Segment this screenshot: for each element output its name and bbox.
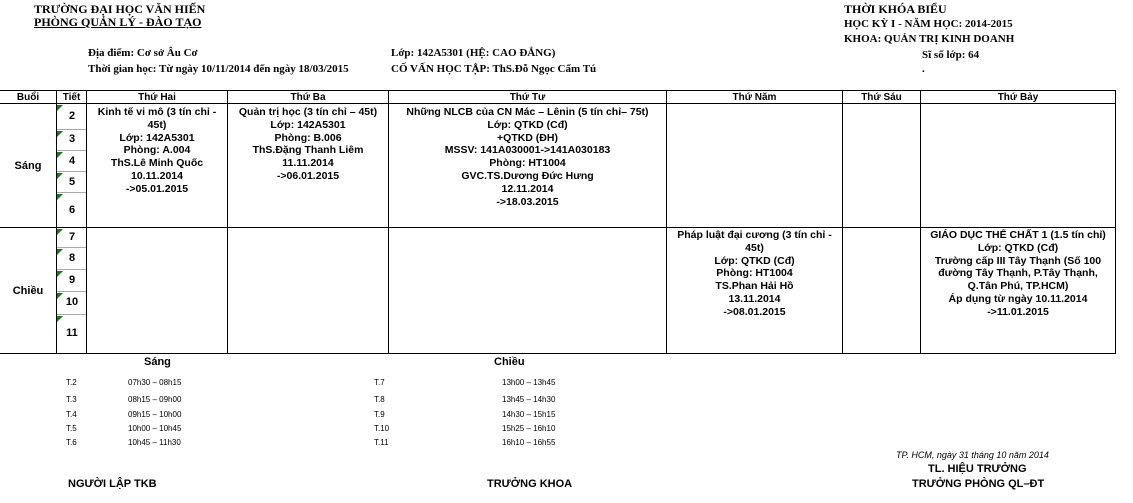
- period-number: 10: [65, 296, 79, 308]
- course-line: Quản trị học (3 tín chỉ – 45t): [238, 106, 378, 118]
- period-time: 14h30 – 15h15: [502, 410, 556, 419]
- office-name: PHÒNG QUẢN LÝ - ĐÀO TẠO: [34, 15, 202, 29]
- course-line: ->06.01.2015: [276, 169, 340, 182]
- header-tuesday: Thứ Ba: [290, 92, 326, 103]
- grid-line: [56, 269, 86, 270]
- header-friday: Thứ Sáu: [861, 92, 902, 103]
- course-line: Lớp: QTKD (Cđ): [714, 254, 795, 267]
- period-code: T.7: [374, 378, 385, 387]
- period-code: T.8: [374, 395, 385, 404]
- period-time: 13h00 – 13h45: [502, 378, 556, 387]
- grid-line: [842, 90, 843, 354]
- course-line: Lớp: 142A5301: [119, 131, 195, 144]
- location-text: Địa điểm: Cơ sở Âu Cơ: [88, 47, 198, 59]
- period-number: 3: [68, 133, 76, 145]
- course-saturday: [921, 229, 1115, 319]
- course-line: 45t): [745, 241, 764, 254]
- grid-line: [56, 247, 86, 248]
- period-marker-icon: [57, 316, 63, 322]
- course-line: ThS.Đặng Thanh Liêm: [252, 144, 364, 157]
- period-number: 11: [66, 327, 78, 339]
- period-time: 09h15 – 10h00: [128, 410, 182, 419]
- session-afternoon: Chiều: [12, 285, 44, 297]
- period-time: 10h00 – 10h45: [128, 424, 182, 433]
- course-line: 45t): [147, 118, 167, 131]
- period-time: 07h30 – 08h15: [128, 378, 182, 387]
- course-line: TS.Phan Hải Hồ: [715, 280, 794, 293]
- course-line: Lớp: QTKD (Cđ): [977, 241, 1059, 254]
- grid-line: [56, 291, 86, 292]
- period-code: T.10: [374, 424, 390, 433]
- course-line: Lớp: 142A5301: [270, 118, 346, 131]
- period-number: 4: [68, 155, 76, 167]
- course-line: Pháp luật đại cương (3 tín chỉ -: [677, 229, 832, 241]
- period-code: T.9: [374, 410, 385, 419]
- course-line: GIÁO DỤC THỂ CHẤT 1 (1.5 tín chỉ): [930, 229, 1106, 241]
- dot-text: .: [922, 63, 925, 75]
- course-line: MSSV: 141A030001->141A030183: [444, 144, 611, 157]
- period-time: 15h25 – 16h10: [502, 424, 556, 433]
- head-office-title: TRƯỞNG PHÒNG QL–ĐT: [912, 478, 1045, 490]
- course-line: Áp dụng từ ngày 10.11.2014: [948, 292, 1088, 305]
- course-line: đường Tây Thạnh, P.Tây Thạnh,: [938, 267, 1098, 280]
- rector-title: TL. HIỆU TRƯỞNG: [928, 463, 1027, 475]
- dean-title: TRƯỞNG KHOA: [487, 478, 573, 490]
- sign-date: TP. HCM, ngày 31 tháng 10 năm 2014: [896, 450, 1049, 460]
- course-line: 10.11.2014: [131, 169, 183, 182]
- course-line: ->11.01.2015: [987, 305, 1049, 318]
- class-size-text: Sĩ số lớp: 64: [922, 49, 980, 61]
- course-line: ->08.01.2015: [723, 305, 786, 318]
- period-code: T.3: [66, 395, 77, 404]
- period-code: T.2: [66, 378, 77, 387]
- header-saturday: Thứ Bảy: [997, 92, 1039, 103]
- header-monday: Thứ Hai: [138, 92, 176, 103]
- grid-line: [0, 353, 1116, 354]
- grid-line: [56, 129, 86, 130]
- course-line: 12.11.2014: [501, 182, 554, 195]
- grid-line: [1115, 90, 1116, 354]
- period-number: 5: [68, 176, 76, 188]
- course-monday: [87, 106, 227, 196]
- times-afternoon-label: Chiều: [494, 356, 525, 368]
- course-line: ThS.Lê Minh Quốc: [110, 157, 204, 170]
- period-code: T.4: [66, 410, 77, 419]
- grid-line: [0, 90, 1116, 91]
- course-thursday: [667, 229, 842, 319]
- period-number: 9: [68, 274, 76, 286]
- period-number: 8: [68, 252, 76, 264]
- period-marker-icon: [57, 194, 63, 200]
- period-time: 08h15 – 09h00: [128, 395, 182, 404]
- grid-line: [0, 103, 1116, 104]
- header-tiet: Tiết: [62, 92, 81, 103]
- grid-line: [56, 192, 86, 193]
- course-line: +QTKD (ĐH): [497, 131, 558, 144]
- course-tuesday: [228, 106, 388, 183]
- period-number: 7: [68, 231, 76, 243]
- period-time: 16h10 – 16h55: [502, 438, 556, 447]
- school-name: TRƯỜNG ĐẠI HỌC VĂN HIẾN: [34, 2, 206, 16]
- course-line: Phòng: HT1004: [716, 267, 793, 280]
- course-line: ->18.03.2015: [496, 195, 559, 208]
- grid-line: [56, 314, 86, 315]
- period-time: 13h45 – 14h30: [502, 395, 556, 404]
- header-wednesday: Thứ Tư: [509, 92, 546, 103]
- period-number: 2: [68, 110, 76, 122]
- semester-text: HỌC KỲ I - NĂM HỌC: 2014-2015: [844, 18, 1013, 30]
- course-line: Lớp: QTKD (Cđ): [487, 118, 568, 131]
- course-line: ->05.01.2015: [125, 182, 189, 195]
- course-line: Trường cấp III Tây Thạnh (Số 100: [934, 254, 1102, 267]
- advisor-text: CỐ VẤN HỌC TẬP: ThS.Đỗ Ngọc Cẩm Tú: [391, 63, 597, 75]
- course-line: Kinh tế vi mô (3 tín chỉ -: [97, 106, 217, 118]
- period-code: T.6: [66, 438, 77, 447]
- course-line: Phòng: HT1004: [489, 157, 566, 170]
- grid-line: [56, 90, 57, 354]
- session-morning: Sáng: [14, 160, 42, 172]
- grid-line: [56, 150, 86, 151]
- period-code: T.11: [374, 438, 389, 447]
- header-thursday: Thứ Năm: [732, 92, 777, 103]
- creator-title: NGƯỜI LẬP TKB: [68, 478, 157, 490]
- period-time: 10h45 – 11h30: [128, 438, 181, 447]
- period-number: 6: [68, 204, 76, 216]
- faculty-text: KHOA: QUẢN TRỊ KINH DOANH: [844, 33, 1015, 45]
- study-time-text: Thời gian học: Từ ngày 10/11/2014 đến ngày 18/03/2015: [88, 63, 349, 75]
- document-title: THỜI KHÓA BIỂU: [844, 2, 947, 16]
- course-line: GVC.TS.Dương Đức Hưng: [461, 169, 594, 182]
- course-line: 11.11.2014: [282, 157, 334, 170]
- period-code: T.5: [66, 424, 77, 433]
- course-line: Những NLCB của CN Mác – Lênin (5 tín chỉ– 75t): [406, 106, 649, 118]
- course-line: Phòng: B.006: [274, 131, 342, 144]
- course-wednesday: [389, 106, 666, 208]
- course-line: Q.Tân Phú, TP.HCM): [967, 280, 1069, 293]
- class-text: Lớp: 142A5301 (HỆ: CAO ĐẲNG): [391, 47, 556, 59]
- times-morning-label: Sáng: [144, 356, 171, 368]
- grid-line: [56, 171, 86, 172]
- grid-line: [0, 227, 1116, 228]
- course-line: 13.11.2014: [728, 292, 781, 305]
- header-buoi: Buổi: [16, 92, 40, 103]
- course-line: Phòng: A.004: [123, 144, 191, 157]
